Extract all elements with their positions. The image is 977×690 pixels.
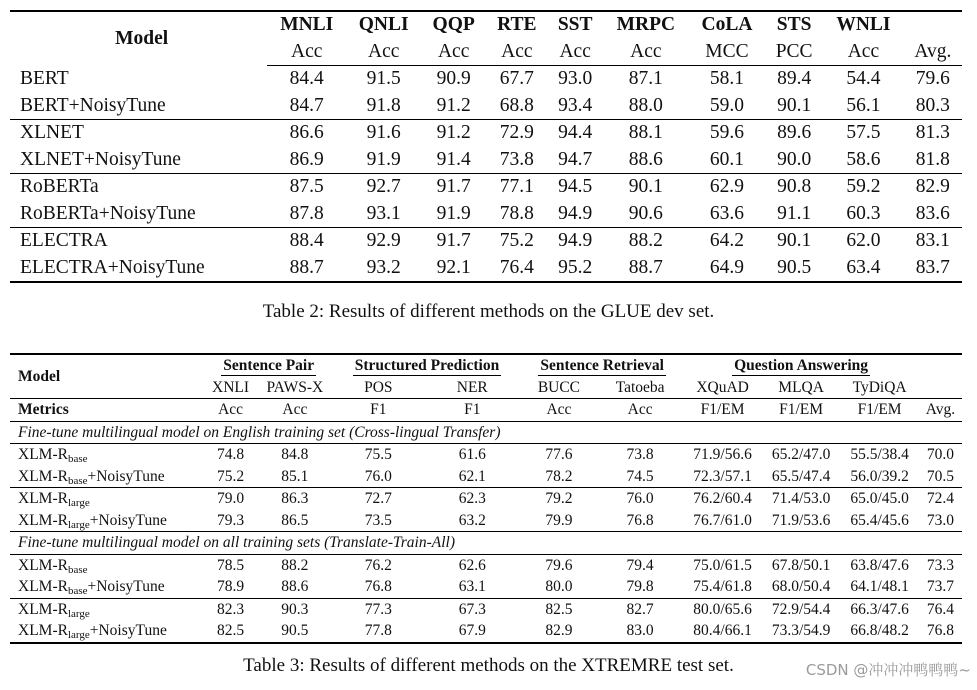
table3-metrics-row	[10, 399, 962, 422]
score-cell: 90.1	[603, 174, 689, 201]
score-cell: 73.0	[926, 511, 954, 529]
score-cell: 88.7	[603, 255, 689, 283]
score-cell: 72.9	[486, 120, 547, 147]
score-cell: 79.4	[597, 554, 683, 576]
score-cell: 86.5	[281, 511, 309, 529]
score-cell: 93.2	[346, 255, 421, 283]
score-cell: 65.2/47.0	[762, 444, 841, 466]
score-cell: 76.8	[919, 620, 962, 643]
table-row	[10, 598, 962, 620]
score-cell: 71.9/56.6	[683, 444, 762, 466]
score-cell: 57.5	[823, 120, 903, 147]
table3-metric: F1	[424, 399, 521, 422]
score-cell: 71.9/53.6	[771, 511, 831, 529]
table3-subcolumn: POS	[364, 378, 393, 396]
score-cell: 91.8	[366, 94, 401, 116]
score-cell: 76.0	[597, 488, 683, 510]
score-cell: 75.4/61.8	[693, 578, 752, 595]
score-cell: 83.7	[904, 255, 962, 283]
table3-group-header: Sentence Retrieval	[540, 357, 664, 374]
model-name: BERT+NoisyTune	[20, 94, 166, 116]
score-cell: 94.9	[558, 202, 593, 224]
table2-metric: Acc	[823, 39, 903, 66]
score-cell: 92.9	[346, 228, 421, 255]
score-cell: 64.1/48.1	[850, 578, 909, 595]
table-row	[10, 255, 962, 283]
table-row	[10, 466, 962, 488]
table3-subcolumn: Tatoeba	[615, 378, 665, 396]
score-cell: 73.8	[499, 148, 534, 170]
table3-body	[10, 421, 962, 643]
table-row	[10, 147, 962, 174]
score-cell: 91.9	[436, 202, 471, 224]
table-row	[10, 66, 962, 93]
table2-model-header: Model	[115, 27, 169, 49]
section-header-row	[10, 421, 962, 444]
score-cell: 90.3	[257, 598, 333, 620]
score-cell: 58.1	[709, 68, 745, 89]
table-row	[10, 93, 962, 120]
score-cell: 73.3	[919, 554, 962, 576]
table2-metric: Acc	[346, 39, 421, 66]
table2-task-header: MNLI	[280, 14, 334, 35]
score-cell: 79.6	[521, 554, 597, 576]
score-cell: 71.4/53.0	[762, 488, 841, 510]
score-cell: 75.0/61.5	[683, 554, 762, 576]
score-cell: 66.3/47.6	[840, 598, 919, 620]
score-cell: 92.1	[421, 255, 486, 283]
score-cell: 79.3	[216, 511, 245, 529]
score-cell: 79.2	[521, 488, 597, 510]
score-cell: 91.7	[421, 174, 486, 201]
model-name: XLNET	[10, 120, 267, 147]
score-cell: 80.3	[915, 94, 950, 116]
table-row	[10, 510, 962, 532]
score-cell: 59.6	[689, 120, 765, 147]
score-cell: 56.0/39.2	[850, 467, 909, 485]
table2-metric: PCC	[765, 39, 823, 66]
score-cell: 80.0/65.6	[683, 598, 762, 620]
score-cell: 65.4/45.6	[850, 511, 909, 529]
table3-subcolumn: NER	[456, 378, 488, 396]
model-name: XLM-$R_{large}$	[10, 488, 204, 510]
score-cell: 79.6	[915, 68, 950, 89]
model-name: XLM-$R_{base}+NoisyTune$	[18, 578, 165, 597]
score-cell: 56.1	[846, 94, 881, 116]
table2-task-header	[904, 11, 962, 39]
table3-metrics-label: Metrics	[10, 399, 204, 422]
score-cell: 79.9	[545, 511, 573, 529]
section-title: Fine-tune multilingual model on all training sets (Translate-Train-All)	[10, 532, 962, 555]
score-cell: 82.3	[204, 598, 256, 620]
table3-metric: F1/EM	[762, 399, 841, 422]
score-cell: 88.2	[257, 554, 333, 576]
csdn-watermark: CSDN @冲冲冲鸭鸭鸭~	[805, 661, 971, 679]
table3-metric: F1/EM	[683, 399, 762, 422]
score-cell: 79.8	[626, 578, 654, 595]
score-cell: 82.9	[521, 620, 597, 643]
table-row	[10, 554, 962, 576]
score-cell: 93.4	[558, 94, 593, 116]
table2-task-header: STS	[776, 14, 812, 35]
score-cell: 89.6	[765, 120, 823, 147]
table3-subcolumn	[919, 377, 962, 399]
xtreme-results-table	[10, 353, 962, 644]
table3-subcolumn: XQuAD	[696, 378, 749, 396]
score-cell: 78.9	[216, 578, 245, 595]
score-cell: 77.3	[333, 598, 424, 620]
model-name: ELECTRA	[10, 228, 267, 255]
score-cell: 83.1	[904, 228, 962, 255]
score-cell: 90.6	[628, 202, 663, 224]
score-cell: 82.9	[904, 174, 962, 201]
table-row	[10, 576, 962, 598]
table3-metric: Acc	[521, 399, 597, 422]
score-cell: 65.0/45.0	[840, 488, 919, 510]
score-cell: 84.8	[257, 444, 333, 466]
score-cell: 68.8	[499, 94, 534, 116]
score-cell: 73.8	[597, 444, 683, 466]
score-cell: 72.3/57.1	[693, 467, 752, 485]
score-cell: 62.0	[823, 228, 903, 255]
score-cell: 82.7	[597, 598, 683, 620]
score-cell: 91.1	[777, 202, 812, 224]
score-cell: 68.0/50.4	[771, 578, 831, 595]
table-row	[10, 488, 962, 510]
score-cell: 81.8	[915, 148, 950, 170]
model-name: XLM-$R_{base}+NoisyTune$	[18, 467, 165, 487]
model-name: BERT	[20, 67, 69, 89]
score-cell: 77.8	[333, 620, 424, 643]
score-cell: 70.0	[919, 444, 962, 466]
score-cell: 59.2	[823, 174, 903, 201]
table3-caption: Table 3: Results of different methods on the XTREMRE test set.	[243, 655, 734, 676]
score-cell: 83.6	[915, 202, 950, 224]
score-cell: 80.0	[545, 578, 573, 595]
score-cell: 60.3	[846, 202, 881, 224]
score-cell: 73.7	[926, 578, 954, 595]
score-cell: 91.9	[366, 148, 401, 170]
table3-subcolumn: XNLI	[212, 378, 250, 396]
score-cell: 59.0	[709, 94, 745, 116]
score-cell: 90.5	[257, 620, 333, 643]
score-cell: 73.5	[364, 511, 392, 529]
score-cell: 67.8/50.1	[762, 554, 841, 576]
score-cell: 91.2	[436, 94, 471, 116]
table3-group-header: Question Answering	[734, 357, 869, 374]
score-cell: 91.2	[421, 120, 486, 147]
score-cell: 63.2	[458, 511, 486, 529]
score-cell: 65.5/47.4	[771, 467, 831, 485]
score-cell: 76.8	[364, 578, 392, 595]
model-name: XLM-$R_{base}$	[10, 554, 204, 576]
table-row	[10, 174, 962, 201]
score-cell: 67.3	[424, 598, 521, 620]
score-cell: 93.1	[366, 202, 401, 224]
table3-subcolumn: MLQA	[778, 378, 824, 396]
table2-task-header: WNLI	[836, 14, 891, 35]
score-cell: 63.6	[709, 202, 745, 224]
score-cell: 94.7	[558, 148, 593, 170]
score-cell: 78.8	[499, 202, 534, 224]
score-cell: 88.2	[603, 228, 689, 255]
score-cell: 88.6	[628, 148, 663, 170]
score-cell: 88.4	[267, 228, 346, 255]
table2-metric: MCC	[689, 39, 765, 66]
score-cell: 91.5	[366, 68, 401, 89]
table2-metric: Acc	[421, 39, 486, 66]
score-cell: 85.1	[281, 467, 309, 485]
score-cell: 87.8	[289, 202, 324, 224]
score-cell: 91.4	[436, 148, 471, 170]
score-cell: 84.7	[289, 94, 324, 116]
glue-results-table	[10, 10, 962, 283]
model-name: RoBERTa	[10, 174, 267, 201]
score-cell: 62.9	[689, 174, 765, 201]
model-name: RoBERTa+NoisyTune	[20, 202, 196, 224]
table3-subcolumn: TyDiQA	[852, 378, 907, 396]
section-title: Fine-tune multilingual model on English training set (Cross-lingual Transfer)	[10, 421, 962, 444]
score-cell: 72.9/54.4	[762, 598, 841, 620]
score-cell: 87.1	[628, 68, 663, 89]
section-header-row	[10, 532, 962, 555]
score-cell: 86.6	[267, 120, 346, 147]
score-cell: 64.9	[689, 255, 765, 283]
score-cell: 76.4	[486, 255, 547, 283]
table2-body	[10, 66, 962, 283]
table-row	[10, 228, 962, 255]
score-cell: 76.2/60.4	[683, 488, 762, 510]
score-cell: 77.1	[486, 174, 547, 201]
score-cell: 64.2	[689, 228, 765, 255]
table2-task-header: MRPC	[616, 14, 676, 35]
score-cell: 60.1	[709, 148, 745, 170]
score-cell: 77.6	[521, 444, 597, 466]
score-cell: 72.7	[333, 488, 424, 510]
table2-metric: Acc	[603, 39, 689, 66]
score-cell: 94.4	[548, 120, 603, 147]
table2-task-header: QNLI	[358, 14, 409, 35]
table2-metric: Acc	[267, 39, 346, 66]
table-row	[10, 120, 962, 147]
score-cell: 76.4	[919, 598, 962, 620]
table2-caption: Table 2: Results of different methods on the GLUE dev set.	[262, 301, 715, 322]
table-row	[10, 620, 962, 643]
score-cell: 63.4	[823, 255, 903, 283]
score-cell: 90.1	[777, 94, 812, 116]
table2-task-header: RTE	[497, 14, 537, 35]
score-cell: 58.6	[846, 148, 881, 170]
score-cell: 88.6	[281, 578, 309, 595]
score-cell: 66.8/48.2	[840, 620, 919, 643]
score-cell: 67.9	[424, 620, 521, 643]
score-cell: 61.6	[424, 444, 521, 466]
table3-metric: Acc	[204, 399, 256, 422]
table-row	[10, 444, 962, 466]
score-cell: 76.0	[364, 467, 392, 485]
score-cell: 86.3	[257, 488, 333, 510]
score-cell: 62.3	[424, 488, 521, 510]
table2-metric: Acc	[548, 39, 603, 66]
score-cell: 76.2	[333, 554, 424, 576]
score-cell: 54.4	[846, 68, 881, 89]
table3-group-header: Sentence Pair	[223, 357, 315, 374]
model-name: XLNET+NoisyTune	[20, 148, 181, 170]
score-cell: 76.8	[626, 511, 654, 529]
table2-task-header: QQP	[432, 14, 475, 35]
score-cell: 83.0	[597, 620, 683, 643]
table3-metric: F1	[333, 399, 424, 422]
table3-metric: Avg.	[919, 399, 962, 422]
score-cell: 94.9	[548, 228, 603, 255]
table3-group-header-row	[10, 354, 962, 377]
table2-task-header: SST	[557, 14, 593, 35]
model-name: XLM-$R_{large}+NoisyTune$	[10, 620, 204, 643]
table3-subcolumn: BUCC	[537, 378, 581, 396]
model-name: XLM-$R_{base}$	[10, 444, 204, 466]
score-cell: 55.5/38.4	[840, 444, 919, 466]
score-cell: 94.5	[548, 174, 603, 201]
score-cell: 62.1	[458, 467, 486, 485]
score-cell: 75.2	[486, 228, 547, 255]
score-cell: 86.9	[289, 148, 324, 170]
score-cell: 63.8/47.6	[840, 554, 919, 576]
table3-subcolumn: PAWS-X	[266, 378, 324, 396]
score-cell: 79.0	[204, 488, 256, 510]
score-cell: 72.4	[919, 488, 962, 510]
model-name: XLM-$R_{large}$	[10, 598, 204, 620]
table2-task-header-row	[10, 11, 962, 39]
score-cell: 90.8	[765, 174, 823, 201]
score-cell: 75.2	[216, 467, 245, 485]
score-cell: 78.5	[204, 554, 256, 576]
score-cell: 73.3/54.9	[762, 620, 841, 643]
score-cell: 91.7	[421, 228, 486, 255]
table-row	[10, 201, 962, 228]
score-cell: 82.5	[521, 598, 597, 620]
score-cell: 90.5	[765, 255, 823, 283]
score-cell: 90.0	[777, 148, 812, 170]
score-cell: 88.7	[267, 255, 346, 283]
table2-task-header: CoLA	[701, 14, 753, 35]
score-cell: 92.7	[346, 174, 421, 201]
score-cell: 63.1	[458, 578, 486, 595]
score-cell: 88.0	[628, 94, 663, 116]
table3-metric: Acc	[257, 399, 333, 422]
table3-model-header: Model	[18, 367, 61, 385]
score-cell: 82.5	[204, 620, 256, 643]
model-name: ELECTRA+NoisyTune	[10, 255, 267, 283]
table2-metric: Avg.	[904, 39, 962, 66]
score-cell: 87.5	[267, 174, 346, 201]
score-cell: 62.6	[424, 554, 521, 576]
score-cell: 91.6	[346, 120, 421, 147]
model-name: XLM-$R_{large}+NoisyTune$	[18, 511, 167, 531]
score-cell: 80.4/66.1	[683, 620, 762, 643]
table2-metric: Acc	[486, 39, 547, 66]
score-cell: 67.7	[499, 68, 534, 89]
score-cell: 93.0	[558, 68, 593, 89]
score-cell: 88.1	[603, 120, 689, 147]
score-cell: 75.5	[333, 444, 424, 466]
score-cell: 89.4	[777, 68, 812, 89]
score-cell: 95.2	[548, 255, 603, 283]
score-cell: 90.1	[765, 228, 823, 255]
table3-metric: Acc	[597, 399, 683, 422]
score-cell: 76.7/61.0	[693, 511, 752, 529]
score-cell: 74.8	[204, 444, 256, 466]
score-cell: 84.4	[289, 68, 324, 89]
score-cell: 78.2	[545, 467, 573, 485]
score-cell: 90.9	[436, 68, 471, 89]
table3-metric: F1/EM	[840, 399, 919, 422]
score-cell: 81.3	[904, 120, 962, 147]
score-cell: 70.5	[926, 467, 954, 485]
score-cell: 74.5	[626, 467, 654, 485]
table3-group-header: Structured Prediction	[354, 357, 500, 374]
